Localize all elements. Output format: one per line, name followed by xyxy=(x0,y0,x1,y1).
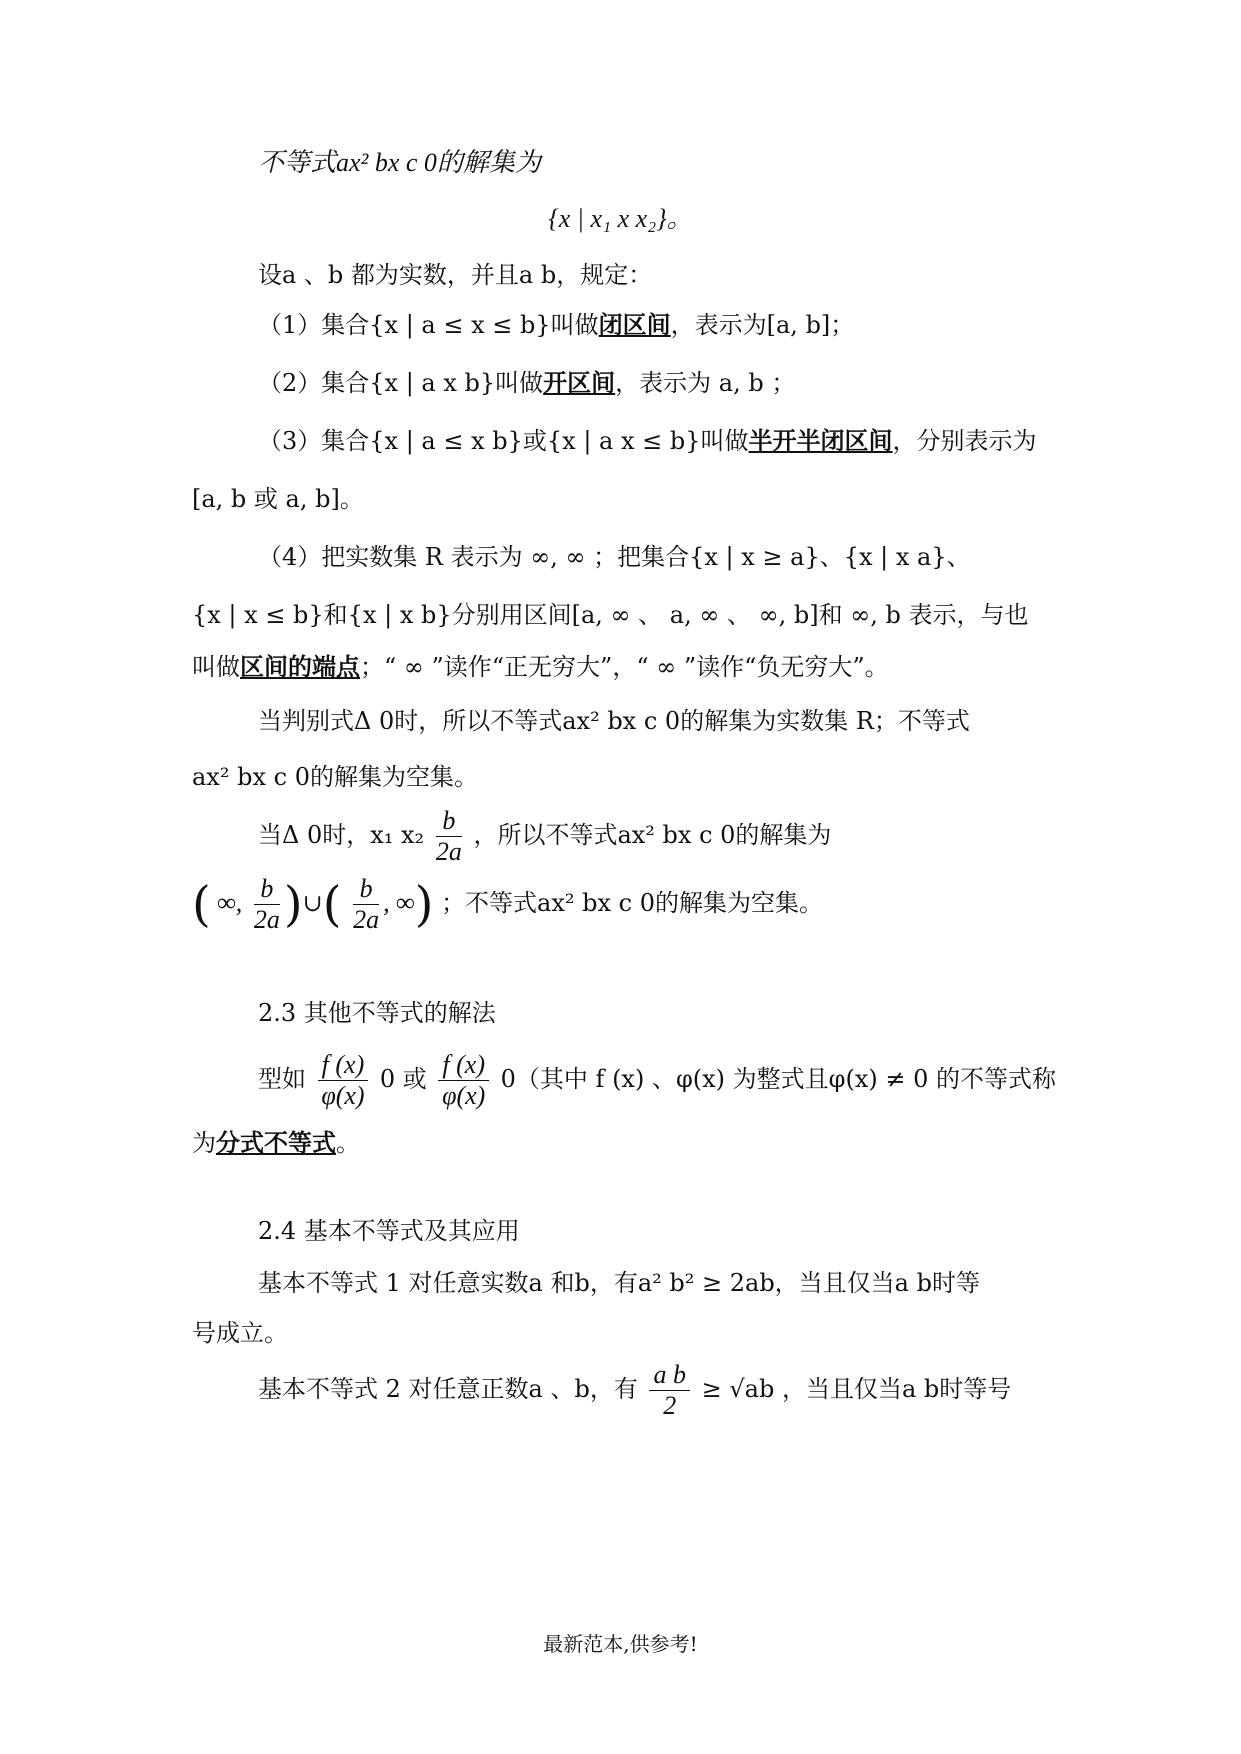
term-closed-interval: 闭区间 xyxy=(598,310,671,339)
definition-fractional-inequality: 为分式不等式。 xyxy=(192,1128,360,1157)
definition-endpoint: 叫做区间的端点；“ ∞ ”读作“正无穷大”，“ ∞ ”读作“负无穷大”。 xyxy=(192,652,889,681)
term-fractional-inequality: 分式不等式 xyxy=(216,1128,336,1157)
text-line: 号成立。 xyxy=(192,1319,288,1347)
text-line: 基本不等式 1 对任意实数a 和b，有a² b² ≥ 2ab，当且仅当a b时等 xyxy=(258,1269,980,1297)
fraction: $\frac{b}{2a}$ xyxy=(353,874,380,934)
text-line: 不等式ax² bx c 0的解集为 xyxy=(258,148,541,177)
text-line: （4）把实数集 R 表示为 ∞, ∞ ；把集合{x | x ≥ a}、{x | x a}、 xyxy=(258,543,971,571)
term-open-interval: 开区间 xyxy=(543,368,616,397)
text-line: {x | x ≤ b}和{x | x b}分别用区间[a, ∞ 、 a, ∞ 、 ∞, b]和 ∞, b 表示，与也 xyxy=(192,601,1029,629)
text-line: 基本不等式 2 对任意正数a 、b，有 $\frac{\text{a b}}{2}$ ≥ √ab ，当且仅当a b时等号 xyxy=(258,1360,1012,1420)
set-expression: {x | x₁ x x₂}。 xyxy=(548,204,693,233)
definition-half-open-interval: （3）集合{x | a ≤ x b}或{x | a x ≤ b}叫做半开半闭区间，分别表示为 xyxy=(258,426,1037,455)
fraction: $\frac{b}{2a}$ xyxy=(435,806,462,866)
term-interval-endpoint: 区间的端点 xyxy=(240,652,360,681)
page-footer: 最新范本,供参考! xyxy=(543,1632,698,1656)
section-heading: 2.4 基本不等式及其应用 xyxy=(258,1217,520,1245)
text-line: 设a 、b 都为实数，并且a b，规定： xyxy=(258,261,653,289)
fraction: $\frac{\text{a b}}{2}$ xyxy=(649,1360,690,1421)
text-line: ax² bx c 0的解集为空集。 xyxy=(192,763,478,791)
definition-closed-interval: （1）集合{x | a ≤ x ≤ b}叫做闭区间，表示为[a, b]； xyxy=(258,310,855,339)
fraction: $\frac{f (x)}{\varphi(x)}$ xyxy=(318,1050,369,1111)
solution-set: ( ∞, $\frac{b}{2a}$ )∪( $\frac{b}{2a}$ , ∞) ；不等式ax² bx c 0的解集为空集。 xyxy=(192,874,824,934)
text-line: 型如 $\frac{f (x)}{\varphi(x)}$ 0 或 $\frac{f (x)}{\varphi(x)}$ 0（其中 f (x) 、φ(x) 为整式且φ(x) ≠ 0 的不等式称 xyxy=(258,1050,1056,1110)
fraction: $\frac{f (x)}{\varphi(x)}$ xyxy=(438,1050,489,1111)
text-line: 当判别式Δ 0时，所以不等式ax² bx c 0的解集为实数集 R；不等式 xyxy=(258,707,970,735)
section-heading: 2.3 其他不等式的解法 xyxy=(258,999,496,1027)
text-line: 当Δ 0时，x₁ x₂ $\frac{b}{2a}$ ，所以不等式ax² bx c 0的解集为 xyxy=(258,806,832,866)
text-line: [a, b 或 a, b]。 xyxy=(192,485,364,513)
definition-open-interval: （2）集合{x | a x b}叫做开区间，表示为 a, b ； xyxy=(258,368,796,397)
term-half-open-interval: 半开半闭区间 xyxy=(748,426,893,455)
fraction: $\frac{b}{2a}$ xyxy=(253,874,280,934)
